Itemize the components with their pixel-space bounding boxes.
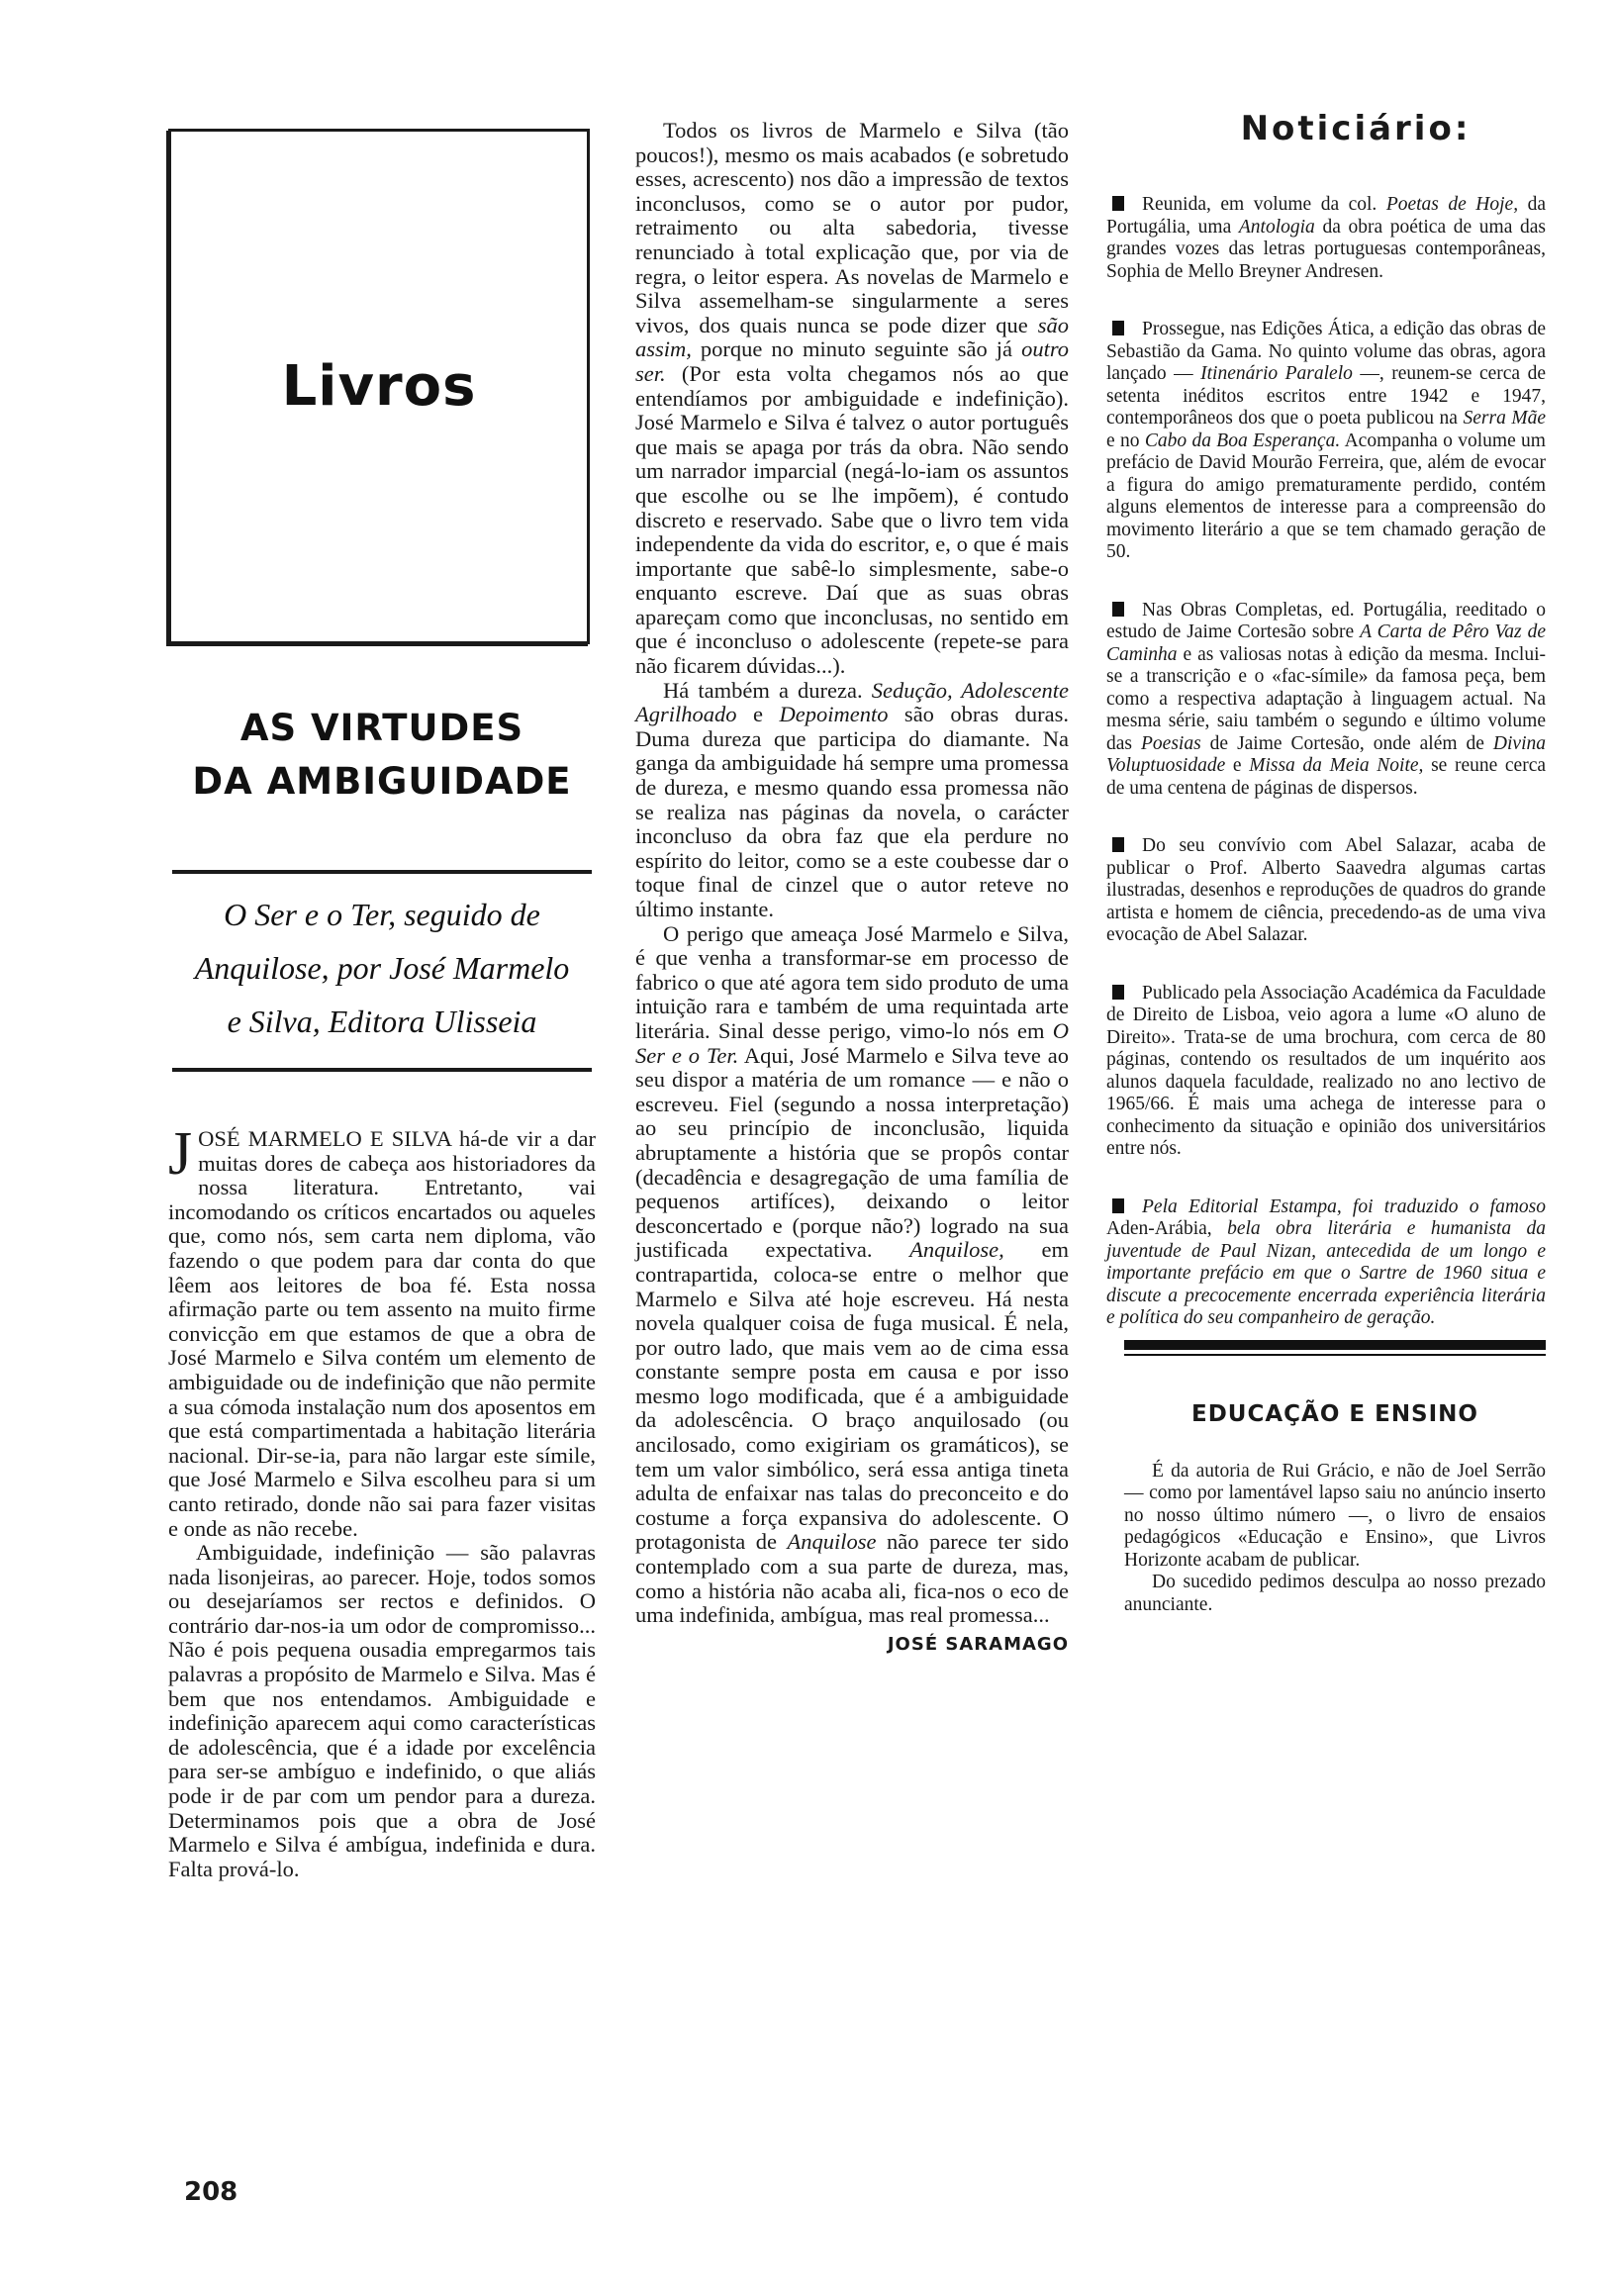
education-paragraph-2: Do sucedido pedimos desculpa ao nosso prezado anunciante.	[1124, 1572, 1546, 1615]
news-item	[1106, 1196, 1546, 1330]
p4-italic-1: Sedução, Adolescente Agrilhoado	[635, 677, 1070, 727]
section-box	[168, 129, 590, 644]
news-section-title: Noticiário:	[1240, 109, 1472, 148]
paragraph-4	[635, 679, 1069, 922]
news-6-italic-2: bela obra literária e humanista da juventude de Paul Nizan, antecedida de um longo e importante prefácio em que o Sartre de 1960 situa e discute a precocemente encerrada experiência literária e política do seu companheiro de geração.	[1106, 1218, 1546, 1328]
news-2-italic-2: Serra Mãe	[1463, 408, 1547, 429]
paragraph-1	[168, 1120, 596, 1541]
news-1-italic-2: Antologia	[1238, 216, 1315, 238]
square-bullet-icon	[1112, 321, 1124, 335]
p3-italic-2: outro ser.	[635, 336, 1069, 386]
p4-italic-2: Depoimento	[779, 702, 889, 727]
education-body	[1106, 1461, 1546, 1617]
news-item	[1106, 983, 1546, 1161]
p5-text-d: não parece ter sido contemplado com a sua parte de dureza, mas, como a história não acaba ali, fica-nos o eco de uma indefinida, ambígua, mas real promessa...	[635, 1529, 1069, 1628]
news-list	[1106, 194, 1546, 1330]
p3-text-c: (Por esta volta chegamos nós ao que entendíamos por ambiguidade e indefinição). José Marmelo e Silva é talvez o autor português que mais se apaga por trás da obra. Não sendo um narrador imparcial (negá-lo-iam os assuntos que escolhe ou se lhe impõem), é contudo discreto e reservado. Sabe que o livro tem vida independente da vida do escritor, e, o que é mais importante que sabê-lo simplesmente, sabe-o enquanto escreve. Daí que as suas obras apareçam como que inconclusas, no sentido em que é inconcluso o adolescente (repete-se para não ficarem dúvidas...).	[635, 360, 1069, 679]
section-divider-heavy	[1124, 1340, 1546, 1350]
news-item	[1106, 600, 1546, 801]
education-section-title: EDUCAÇÃO E ENSINO	[1190, 1400, 1478, 1427]
square-bullet-icon	[1112, 602, 1124, 617]
book-subtitle	[168, 874, 596, 1068]
book-reference	[168, 870, 596, 1072]
left-column	[168, 129, 596, 1881]
education-paragraph-1: É da autoria de Rui Grácio, e não de Joel Serrão — como por lamentável lapso saiu no anúncio inserto no nosso último número —, o livro de ensaios pedagógicos «Educação e Ensino», que Livros Horizonte acabam de publicar.	[1124, 1460, 1546, 1571]
news-6-text-a: Aden-Arábia,	[1106, 1218, 1228, 1239]
p5-italic-3: Anquilose	[787, 1529, 877, 1555]
paragraph-2: Ambiguidade, indefinição — são palavras nada lisonjeiras, ao parecer. Hoje, todos somos ou desejaríamos ser rectos e definidos. O contrário dar-nos-ia um odor de compromisso... Não é pois pequena ousadia empregarmos tais palavras a propósito de Marmelo e Silva. Mas é bem que nos entendamos. Ambiguidade e indefinição aparecem aqui como características de adolescência, que é a idade por excelência para ser-se ambíguo e indefinido, o que aliás pode ir de par com um pendor para a dureza. Determinamos pois que a obra de José Marmelo e Silva é ambígua, indefinida e dura. Falta prová-lo.	[168, 1540, 596, 1881]
news-2-italic-1: Itinenário Paralelo	[1200, 363, 1353, 384]
news-1-text-c: da obra poética de uma das grandes vozes das letras portuguesas contemporâneas, Sophia de Mello Breyner Andresen.	[1106, 216, 1546, 282]
right-column	[1106, 109, 1546, 1616]
subtitle-line-2: Anquilose, por José Marmelo	[194, 950, 570, 986]
news-3-italic-2: Poesias	[1141, 732, 1201, 754]
p4-text-c: são obras duras. Duma dureza que participa do diamante. Na ganga da ambiguidade há sempre uma promessa de dureza, e mesmo quando essa promessa não se realiza nas páginas da novela, o carácter inconcluso da obra faz que ela perdure no espírito do leitor, como se a este coubesse dar o toque final de cinzel que o autor reteve no último instante.	[635, 702, 1069, 921]
news-item	[1106, 835, 1546, 947]
square-bullet-icon	[1112, 837, 1124, 852]
news-2-text-c: e no	[1106, 430, 1145, 451]
news-5-text: Publicado pela Associação Académica da Faculdade de Direito de Lisboa, veio agora a lume «O aluno de Direito». Trata-se de uma brochura, com cerca de 80 páginas, contendo os resultados de um inquérito aos alunos daquela faculdade, realizado no ano lectivo de 1965/66. É mais uma achega de interesse para o conhecimento da situação e opinião dos universitários entre nós.	[1106, 982, 1546, 1159]
p4-text-a: Há também a dureza.	[663, 677, 872, 703]
p5-text-a: O perigo que ameaça José Marmelo e Silva, é que venha a transformar-se em processo de fabrico o que até agora tem sido produto de uma intuição rara e também de uma requintada arte literária. Sinal desse perigo, vimo-lo nós em	[635, 920, 1069, 1043]
news-2-italic-3: Cabo da Boa Esperança.	[1144, 430, 1341, 451]
square-bullet-icon	[1112, 985, 1124, 1000]
p5-italic-1: O Ser e o Ter.	[635, 1017, 1069, 1068]
p4-text-b: e	[736, 702, 780, 727]
p3-italic-1: são assim,	[635, 312, 1069, 362]
news-1-text-b: da Portugália, uma	[1106, 194, 1547, 238]
news-3-text-c: de Jaime Cortesão, onde além de	[1200, 732, 1493, 754]
drop-cap: J	[168, 1120, 193, 1188]
news-item	[1106, 319, 1546, 564]
article-body-continued	[635, 119, 1069, 1628]
news-2-text-b: —, reunem-se cerca de setenta inéditos escritos entre 1942 e 1947, contemporâneos dos que o poeta publicou na	[1106, 363, 1546, 429]
news-3-text-e: se reune cerca de uma centena de páginas de dispersos.	[1106, 755, 1547, 799]
subtitle-line-3: e Silva, Editora Ulisseia	[227, 1004, 537, 1039]
news-3-italic-4: Missa da Meia Noite,	[1249, 755, 1424, 776]
p5-text-c: em contrapartida, coloca-se entre o melhor que Marmelo e Silva até hoje escreveu. Há nesta novela qualquer coisa de fuga musical. É nela, por outro lado, que mais vem ao de cima essa constante sempre posta em causa e por isso mesmo logo modificada, que é a ambiguidade da adolescência. O braço anquilosado (ou ancilosado, como exigiriam os gramáticos), se tem um valor simbólico, será essa antiga tineta adulta de enfaixar nas talas do preconceito e do costume a força expansiva do adolescente. O protagonista de	[635, 1237, 1069, 1555]
page-number: 208	[184, 2177, 238, 2207]
section-label: Livros	[281, 354, 477, 419]
article-headline	[168, 702, 596, 809]
paragraph-1-text: há-de vir a dar muitas dores de cabeça aos historiadores da nossa literatura. Entretanto, vai incomodando os críticos encartados ou aqueles que, como nós, sem carta nem diploma, vão fazendo o que podem para dar conta do que lêem aos leitores de boa fé. Esta nossa afirmação parte ou tem assento na muito firme convicção em que estamos de que a obra de José Marmelo e Silva contém um elemento de ambiguidade ou de indefinição que não permite a sua cómoda instalação num dos aposentos em que está compartimentada a habitação literária nacional. Dir-se-ia, para não largar este símile, que José Marmelo e Silva escolheu para si um canto retirado, donde não sai para fazer visitas e onde as não recebe.	[168, 1126, 596, 1541]
news-1-italic-1: Poetas de Hoje,	[1385, 194, 1519, 215]
news-3-text-a: Nas Obras Completas, ed. Portugália, reeditado o estudo de Jaime Cortesão sobre	[1106, 599, 1546, 642]
headline-line-2: DA AMBIGUIDADE	[192, 760, 572, 803]
news-4-text: Do seu convívio com Abel Salazar, acaba de publicar o Prof. Alberto Saavedra algumas cartas ilustradas, desenhos e reproduções de quadros do grande artista e homem de ciência, precedendo-as de uma viva evocação de Abel Salazar.	[1106, 835, 1546, 945]
p5-text-b: Aqui, José Marmelo e Silva teve ao seu dispor a matéria de um romance — e não o escreveu. Fiel (segundo a nossa interpretação) ao seu princípio de inconclusão, liquida abruptamente a história que se propôs contar (decadência e desagregação de uma família de pequenos artifíces), deixando o leitor desconcertado e (porque não?) logrado na sua justificada expectativa.	[635, 1042, 1069, 1263]
section-divider-thin	[1124, 1354, 1546, 1356]
author-signature: JOSÉ SARAMAGO	[887, 1633, 1069, 1655]
paragraph-3	[635, 119, 1069, 679]
news-2-text-d: Acompanha o volume um prefácio de David Mourão Ferreira, que, além de evocar a figura do amigo prematuramente perdido, contém alguns elementos de interesse para a compreensão do movimento literário a que se tem chamado geração de 50.	[1106, 430, 1546, 562]
news-3-italic-1: A Carta de Pêro Vaz de Caminha	[1106, 622, 1547, 665]
news-1-text-a: Reunida, em volume da col.	[1142, 194, 1386, 215]
rule-bottom	[172, 1068, 592, 1072]
square-bullet-icon	[1112, 196, 1124, 211]
subtitle-line-1: O Ser e o Ter, seguido de	[224, 897, 540, 932]
news-3-italic-3: Divina Voluptuosidade	[1106, 732, 1546, 776]
middle-column	[635, 119, 1069, 1655]
p3-text-a: Todos os livros de Marmelo e Silva (tão poucos!), mesmo os mais acabados (e sobretudo esses, acrescento) nos dão a impressão de textos inconclusos, como se o autor por pudor, retraimento ou alta sabedoria, tivesse renunciado à total explicação que, por via de regra, o leitor espera. As novelas de Marmelo e Silva assemelham-se singularmente a seres vivos, dos quais nunca se pode dizer que	[635, 118, 1069, 337]
p5-italic-2: Anquilose,	[909, 1237, 1004, 1263]
news-6-italic-1: Pela Editorial Estampa, foi traduzido o famoso	[1142, 1196, 1546, 1217]
news-3-text-b: e as valiosas notas à edição da mesma. Inclui-se a transcrição e o «fac-símile» da famosa peça, bem como a respectiva adaptação à linguagem actual. Na mesma série, saiu também o segundo e último volume das	[1106, 643, 1546, 754]
headline-line-1: AS VIRTUDES	[239, 707, 524, 749]
news-item	[1106, 194, 1546, 283]
p3-text-b: porque no minuto seguinte são já	[691, 336, 1022, 362]
author-name-caps: OSÉ MARMELO E SILVA	[198, 1126, 451, 1151]
paragraph-5	[635, 922, 1069, 1628]
article-body-start	[168, 1120, 596, 1881]
news-3-text-d: e	[1225, 755, 1250, 776]
news-2-text-a: Prossegue, nas Edições Ática, a edição das obras de Sebastião da Gama. No quinto volume das obras, agora lançado —	[1106, 319, 1546, 384]
square-bullet-icon	[1112, 1198, 1124, 1213]
